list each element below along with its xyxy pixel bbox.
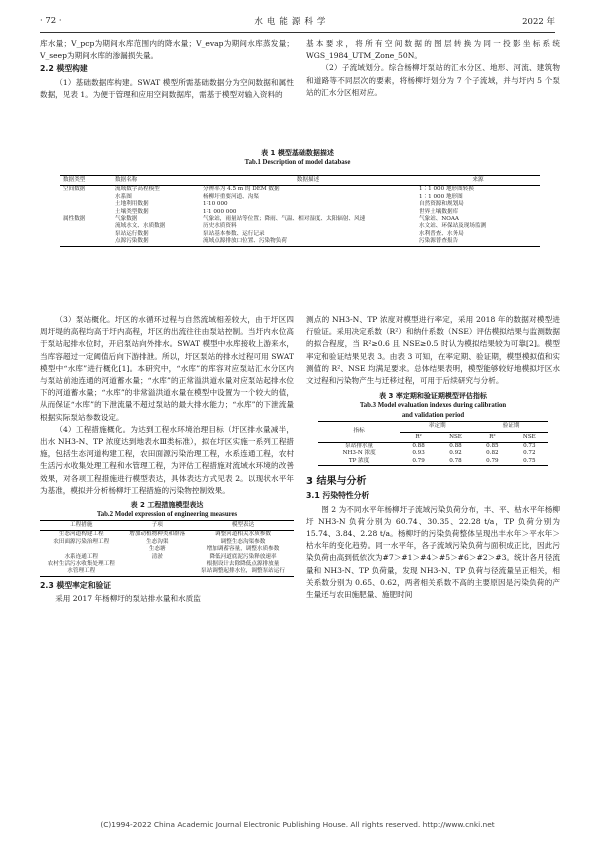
section-heading-3: 3 结果与分析 bbox=[306, 476, 367, 488]
table1-cell: 流域数字高程模型 bbox=[115, 186, 160, 193]
journal-year: 2022 年 bbox=[522, 17, 555, 27]
table2-cell: 生态河道构建工程 bbox=[58, 531, 104, 538]
table3-cell: 0.79 bbox=[400, 458, 437, 466]
table3-row bbox=[318, 458, 548, 466]
table1-cell: 流域点源排放口位置、污染物负荷 bbox=[200, 238, 416, 246]
section-heading-2-3: 2.3 模型率定和验证 bbox=[40, 580, 112, 590]
table2-row bbox=[40, 546, 294, 553]
table3-cell: 0.72 bbox=[523, 450, 536, 457]
table1-row bbox=[60, 223, 540, 230]
table3-cell: 0.75 bbox=[511, 458, 548, 466]
journal-name: 水电能源科学 bbox=[254, 17, 330, 27]
table2-cell: 水管理工程 bbox=[40, 568, 123, 576]
table1-row bbox=[60, 201, 540, 208]
paragraph: （4）工程措施概化。为达到工程水环境治理目标（圩区排水量减半，出水 NH3-N、TP 浓度达到地表水Ⅲ类标准），拟在圩区实施一系列工程措施，包括生态河道构建工程，农田面源污染治理工程，水系连通工程，农村生活污水收集处理工程和水管理工程，为评估工程措施对流域水环境的改善效果，对各项工程措施进行模型表达，具体表达方式见表 2。以现状水平年为基准，模拟并分析杨柳圩工程措施的污染物控制效果。 bbox=[40, 424, 294, 495]
table1-cell bbox=[60, 223, 112, 230]
table3-cell: 0.88 bbox=[449, 443, 462, 450]
table3-header: 验证期 bbox=[474, 422, 548, 432]
table3-cell: 0.79 bbox=[474, 458, 511, 466]
table2-cell: 生态塘 bbox=[148, 546, 166, 553]
table2-caption-en: Tab.2 Model expression of engineering measures bbox=[96, 511, 238, 519]
table1-cell: 水文站、环保站及现场监测 bbox=[419, 223, 487, 230]
table3-cell: NH3-N 浓度 bbox=[342, 450, 376, 457]
table1-header-row bbox=[60, 176, 540, 186]
left-column-middle bbox=[40, 314, 294, 605]
table2-cell: 生态沟渠 bbox=[146, 538, 169, 545]
table3-cell: 0.82 bbox=[486, 450, 499, 457]
table3-cell: 0.92 bbox=[449, 450, 462, 457]
table1-cell: 泵站基本参数、运行记录 bbox=[203, 230, 265, 237]
table3-subheader: NSE bbox=[511, 432, 548, 442]
table2-cell bbox=[123, 561, 193, 568]
table2-cell: 农村生活污水收集处理工程 bbox=[47, 561, 115, 568]
paragraph: 基本要求，将所有空间数据的图层转换为同一投影坐标系统 WGS_1984_UTM_Zone_50N。 bbox=[306, 39, 560, 61]
table1-header: 数据描述 bbox=[200, 176, 416, 186]
table3-cell: 0.78 bbox=[437, 458, 474, 466]
table2-cell: 清淤 bbox=[151, 553, 163, 560]
right-column-top bbox=[306, 38, 560, 99]
table1-caption-block bbox=[40, 148, 555, 168]
page-number: · 72 · bbox=[40, 16, 62, 26]
table2-row bbox=[40, 531, 294, 539]
table1-header: 数据类型 bbox=[60, 176, 112, 186]
table1-cell: 1∶10 000 bbox=[203, 201, 228, 208]
table2-row bbox=[40, 568, 294, 576]
table3-caption: 表 3 率定期和验证期模型评估指标 bbox=[379, 392, 487, 401]
table2-header: 工程措施 bbox=[40, 521, 123, 531]
table1-cell: 气象站，雨量站等位置；降雨、气温、相对湿度、太阳辐射、风速 bbox=[203, 216, 366, 223]
table1-cell: 点源污染数据 bbox=[112, 238, 200, 246]
table3-cell: 0.88 bbox=[412, 443, 425, 450]
table1-cell: 空间数据 bbox=[63, 186, 86, 193]
table2-row bbox=[40, 554, 294, 561]
table1-header: 来源 bbox=[416, 176, 540, 186]
table2-header: 模型表达 bbox=[192, 521, 294, 531]
table1-cell: 土地利用数据 bbox=[115, 201, 149, 208]
table2-cell: 根据设计去除降低点源排放量 bbox=[206, 561, 280, 568]
table1-cell: 杨柳圩重要河道、沟渠 bbox=[203, 193, 259, 200]
table1-cell: 水系图 bbox=[115, 193, 132, 200]
table1-row bbox=[60, 238, 540, 246]
table1-row bbox=[60, 209, 540, 216]
table2-cell bbox=[123, 568, 193, 576]
table3-cell: 0.93 bbox=[412, 450, 425, 457]
paragraph: 图 2 为不同水平年杨柳圩子流域污染负荷分布，丰、平、枯水平年杨柳圩 NH3-N 负荷分别为 60.74、30.35、22.28 t/a，TP 负荷分别为 15.74、3.84、2.28 t/a。杨柳圩的污染负荷整体呈现出丰水年＞平水年＞枯水年的变化趋势。同一水平年，各子流域污染负荷与面积成正比，因此污染负荷由高到低依次为#7＞#1＞#4＞#5＞#6＞#2＞#3。统计各月径流量和 NH3-N、TP 负荷量，发现 NH3-N、TP 负荷与径流量呈正相关，相关系数分别为 0.65、0.62，两者相关系数不高的主要原因是污染负荷的产生量还与农田施肥量、施肥时间 bbox=[306, 504, 560, 600]
table2-cell bbox=[40, 546, 123, 553]
table3-cell: 0.85 bbox=[486, 443, 499, 450]
paragraph: 采用 2017 年杨柳圩的泵站排水量和水质监 bbox=[55, 594, 201, 604]
paragraph: （1）基础数据库构建。SWAT 模型所需基础数据分为空间数据和属性数据，见表 1。为便于管理和应用空间数据库，需基于模型对输入资料的 bbox=[40, 77, 294, 99]
table3-caption-en-1: Tab.3 Model evaluation indexes during calibration bbox=[359, 402, 507, 410]
table1-caption: 表 1 模型基础数据描述 bbox=[261, 149, 334, 157]
paragraph: 库水量；V_pcp为期间水库范围内的降水量；V_evap为期间水库蒸发量；V_seep为期间水库的渗漏损失量。 bbox=[40, 39, 294, 61]
table3-caption-en-2: and validation period bbox=[401, 412, 465, 420]
table1-cell: 泵站运行数据 bbox=[115, 230, 149, 237]
table1-row bbox=[60, 186, 540, 194]
paragraph: 测点的 NH3-N、TP 浓度对模型进行率定，采用 2018 年的数据对模型进行验证。采用决定系数（R²）和纳什系数（NSE）评估模拟结果与监测数据的拟合程度，当 R²≥0.6 且 NSE≥0.5 时认为模拟结果较为可靠[2]。模型率定和验证结果见表 3。由表 3 可知，在率定期、验证期，模型模拟值和实测值的 R²、NSE 均满足要求。总体结果表明，模型能够较好地模拟圩区水文过程和污染物产生与迁移过程，可用于后续研究与分析。 bbox=[306, 315, 560, 386]
table2 bbox=[40, 520, 294, 577]
table1-cell: 1∶1 000 000 bbox=[203, 208, 237, 215]
table1-cell: 属性数据 bbox=[63, 216, 86, 223]
paragraph: （3）泵站概化。圩区的水循环过程与自然流域相差较大，由于圩区四周圩堤的高程均高于圩内高程，圩区的出流往往由泵站控制。当圩内水位高于泵站起排水位时，开启泵站向外排水。SWAT 模型中水库接收上游来水，当库容超过一定阈值后向下游排泄。所以，圩区泵站的排水过程可用 SWAT 模型中“水库”进行概化[1]。本研究中，“水库”的库容对应泵站汇水分区内与泵站前池连通的河道蓄水量；“水库”的正常溢洪道水量对应泵站起排水位下的河道蓄水量；“水库”的非常溢洪道水量在模型中设置为一个较大的值，从而保证“水库”的下泄流量不超过泵站的最大排水能力；“水库”的下泄流量根据实际泵站参数设定。 bbox=[40, 315, 294, 422]
table2-header-row bbox=[40, 521, 294, 531]
table3-subheader: R² bbox=[474, 432, 511, 442]
running-header bbox=[40, 14, 555, 33]
table1-cell bbox=[60, 194, 112, 201]
section-heading-3-1: 3.1 污染特性分析 bbox=[306, 491, 370, 501]
table1-cell bbox=[60, 209, 112, 216]
copyright-footer: (C)1994-2022 China Academic Journal Electronic Publishing House. All rights reserved. http://www.cnki.net bbox=[100, 820, 495, 829]
table3-cell: 泵站排水量 bbox=[345, 443, 374, 450]
table2-cell: 增加调蓄容量，调整水质参数 bbox=[206, 546, 280, 553]
table2-cell: 泵站调整起排水位，调整泵站运行 bbox=[192, 568, 294, 576]
table1-cell bbox=[60, 201, 112, 208]
table2-caption: 表 2 工程措施模型表达 bbox=[130, 501, 204, 510]
table2-cell: 水系连通工程 bbox=[64, 553, 99, 560]
left-column-top bbox=[40, 38, 294, 101]
section-heading-2-2: 2.2 模型构建 bbox=[40, 64, 88, 74]
table1-cell bbox=[60, 231, 112, 238]
table2-cell: 增加动植物种类和群落 bbox=[129, 531, 186, 538]
table2-cell: 调整河道相关水质参数 bbox=[215, 531, 271, 538]
table1-cell: 1∶1 000 地形图 bbox=[419, 193, 463, 200]
table1-caption-en: Tab.1 Description of model database bbox=[244, 159, 351, 166]
table1-cell: 自然资源和规划局 bbox=[419, 201, 464, 208]
table3 bbox=[318, 421, 548, 466]
table1-cell: 1∶1 000 地形图转换 bbox=[419, 186, 474, 193]
table2-cell: 降低河道底泥污染释放速率 bbox=[209, 553, 277, 560]
table3-header: 率定期 bbox=[400, 422, 474, 432]
table3-header: 指标 bbox=[318, 422, 400, 443]
table3-subheader: R² bbox=[400, 432, 437, 442]
table1-cell: 历史水质资料 bbox=[203, 223, 237, 230]
table1-cell: 气象数据 bbox=[115, 216, 138, 223]
table2-cell: 调整生态沟渠参数 bbox=[220, 538, 266, 545]
table1-cell bbox=[60, 238, 112, 246]
table1-header: 数据名称 bbox=[112, 176, 200, 186]
table1-cell: 分辨率为 4.5 m 的 DEM 数据 bbox=[203, 186, 280, 193]
table1-cell: 流域水文、水质数据 bbox=[115, 223, 166, 230]
table1-cell: 土壤类型数据 bbox=[115, 208, 149, 215]
table3-cell: TP 浓度 bbox=[318, 458, 400, 466]
table1-cell: 水利普查、水务局 bbox=[419, 230, 464, 237]
right-column-middle bbox=[306, 314, 560, 601]
table1-cell: 污染源普查报告 bbox=[416, 238, 540, 246]
table1-cell: 气象站、NOAA bbox=[419, 216, 459, 223]
table1 bbox=[60, 175, 540, 247]
paragraph: （2）子流域划分。综合杨柳圩泵站的汇水分区、地形、河流、建筑物和道路等不同层次的要素，将杨柳圩划分为 7 个子流域，并与圩内 5 个泵站的汇水分区相对应。 bbox=[306, 63, 560, 97]
table2-header: 子项 bbox=[123, 521, 193, 531]
table3-cell: 0.73 bbox=[523, 443, 536, 450]
table3-row bbox=[318, 450, 548, 457]
table2-cell: 农田面源污染治理工程 bbox=[53, 538, 110, 545]
table1-cell: 世界土壤数据库 bbox=[419, 208, 459, 215]
table3-subheader: NSE bbox=[437, 432, 474, 442]
table3-header-row bbox=[318, 422, 548, 432]
